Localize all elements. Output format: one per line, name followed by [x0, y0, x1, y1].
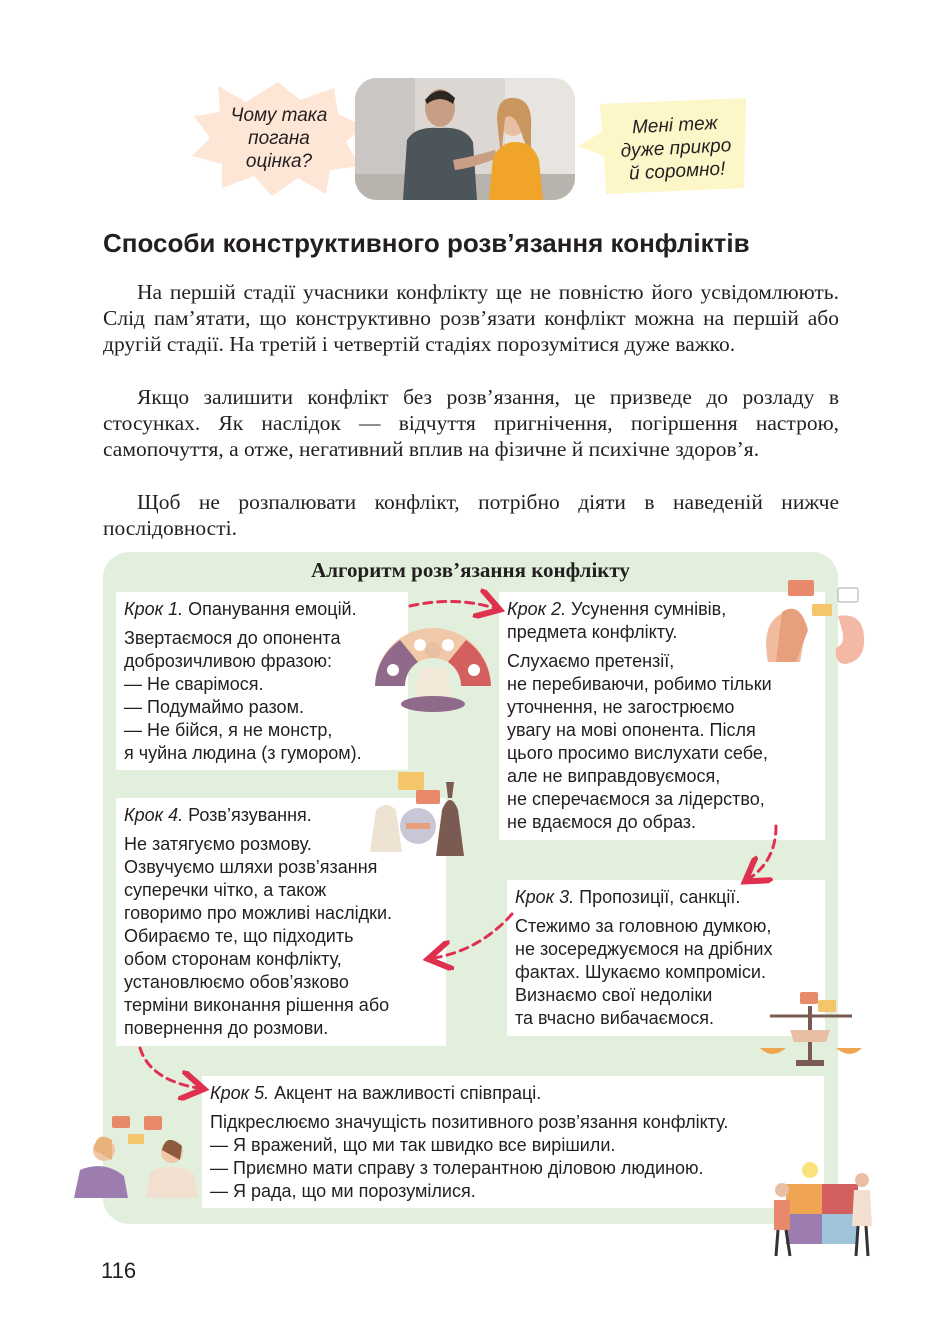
step-4-heading	[124, 804, 438, 827]
step-4-line: Озвучуємо шляхи розв’язання	[124, 857, 378, 877]
bubble-right-line: дуже прикро	[620, 135, 732, 162]
step-1-line: Звертаємося до опонента	[124, 628, 341, 648]
step-3-card	[507, 880, 825, 1036]
step-3-line: не зосереджуємося на дрібних	[515, 939, 773, 959]
step-2-line: не перебиваючи, робимо тільки	[507, 674, 772, 694]
step-4-line: терміни виконання рішення або	[124, 995, 390, 1015]
step-4-line: повернення до розмови.	[124, 1018, 329, 1038]
speech-burst-left-text	[214, 104, 344, 173]
step-3-line: Визнаємо свої недоліки	[515, 985, 713, 1005]
step-2-label: Крок 2.	[507, 599, 567, 619]
step-5-line: — Приємно мати справу з толерантною діловою людиною.	[210, 1158, 704, 1178]
step-5-card	[202, 1076, 824, 1208]
bubble-left-line: Чому така	[230, 105, 328, 126]
step-1-title: Опанування емоцій.	[183, 599, 357, 619]
step-5-heading	[210, 1082, 816, 1105]
paragraph-2: Якщо залишити конфлікт без розв’язання, це призведе до розладу в стосунках. Як наслідок — відчуття пригнічення, погіршення настрою, самопочуття, а отже, негативний вплив на фізичне й психічне здоров’я.	[103, 385, 839, 462]
step-2-line: не вдаємося до образ.	[507, 812, 697, 832]
step-2-heading	[507, 598, 817, 621]
step-1-line: доброзичливою фразою:	[124, 651, 332, 671]
step-2-card	[499, 592, 825, 840]
page-number: 116	[101, 1258, 137, 1283]
step-4-line: установлюємо обов’язково	[124, 972, 349, 992]
step-1-line: — Не бійся, я не монстр,	[124, 720, 333, 740]
bubble-right-line: й соромно!	[628, 158, 726, 185]
step-3-line: Стежимо за головною думкою,	[515, 916, 772, 936]
sticky-note-right-text	[606, 110, 745, 186]
step-4-title: Розв’язування.	[183, 805, 312, 825]
step-5-line: — Я вражений, що ми так швидко все вирішили.	[210, 1135, 616, 1155]
step-3-line: фактах. Шукаємо компроміси.	[515, 962, 766, 982]
step-4-line: обом сторонам конфлікту,	[124, 949, 342, 969]
step-3-line: та вчасно вибачаємося.	[515, 1008, 714, 1028]
bubble-right-line: Мені теж	[631, 112, 719, 139]
bubble-left-line: погана	[248, 128, 310, 149]
step-2-line: але не виправдовуємося,	[507, 766, 721, 786]
step-5-title: Акцент на важливості співпраці.	[269, 1083, 542, 1103]
algorithm-title: Алгоритм розв’язання конфлікту	[311, 558, 630, 582]
step-3-heading	[515, 886, 817, 909]
step-3-label: Крок 3.	[515, 887, 575, 907]
step-5-label: Крок 5.	[210, 1083, 270, 1103]
step-1-heading	[124, 598, 400, 621]
step-3-title: Пропозиції, санкції.	[574, 887, 741, 907]
step-2-line: не сперечаємося за лідерство,	[507, 789, 765, 809]
step-4-line: Обираємо те, що підходить	[124, 926, 354, 946]
step-2-title: Усунення сумнівів,	[566, 599, 727, 619]
step-1-line: я чуйна людина (з гумором).	[124, 743, 362, 763]
step-5-line: Підкреслюємо значущість позитивного розв’язання конфлікту.	[210, 1112, 729, 1132]
bubble-left-line: оцінка?	[245, 151, 313, 172]
father-daughter-photo	[355, 78, 575, 200]
step-4-line: суперечки чітко, а також	[124, 880, 327, 900]
step-2-title-line-2: предмета конфлікту.	[507, 622, 678, 642]
step-2-line: цього просимо вислухати себе,	[507, 743, 768, 763]
step-4-line: Не затягуємо розмову.	[124, 834, 312, 854]
step-5-line: — Я рада, що ми порозумілися.	[210, 1181, 476, 1201]
step-1-line: — Не сварімося.	[124, 674, 264, 694]
paragraph-1: На першій стадії учасники конфлікту ще не повністю його усвідомлюють. Слід пам’ятати, що конструктивно розв’язати конфлікт можна на першій або другій стадії. На третій і четвертій стадіях порозумітися дуже важко.	[103, 280, 839, 357]
step-1-line: — Подумаймо разом.	[124, 697, 304, 717]
step-1-card	[116, 592, 408, 770]
step-4-label: Крок 4.	[124, 805, 184, 825]
step-4-line: говоримо про можливі наслідки.	[124, 903, 393, 923]
section-title: Способи конструктивного розв’язання конфліктів	[103, 228, 750, 258]
step-2-line: Слухаємо претензії,	[507, 651, 675, 671]
paragraph-3: Щоб не розпалювати конфлікт, потрібно діяти в наведеній нижче послідовності.	[103, 490, 839, 541]
step-1-label: Крок 1.	[124, 599, 184, 619]
step-2-line: увагу на мові опонента. Після	[507, 720, 756, 740]
step-2-line: уточнення, не загострюємо	[507, 697, 735, 717]
step-4-card	[116, 798, 446, 1046]
